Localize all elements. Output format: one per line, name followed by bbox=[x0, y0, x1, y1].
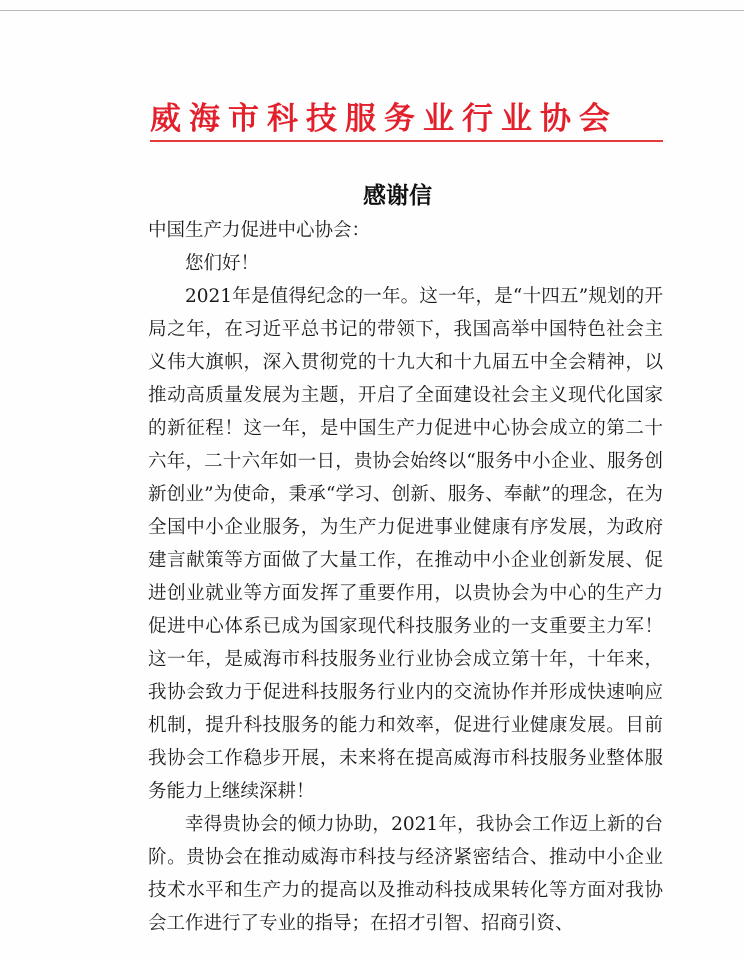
letter-title: 感谢信 bbox=[363, 182, 432, 209]
letter-salutation: 中国生产力促进中心协会： bbox=[148, 220, 371, 241]
letterhead-red-rule bbox=[150, 140, 663, 142]
letter-body bbox=[148, 214, 663, 940]
letter-greeting: 您们好！ bbox=[185, 253, 260, 274]
scan-edge-line bbox=[0, 10, 744, 11]
letter-paragraph-2: 幸得贵协会的倾力协助，2021年，我协会工作迈上新的台阶。贵协会在推动威海市科技与经济紧密结合、推动中小企业技术水平和生产力的提高以及推动科技成果转化等方面对我协会工作进行了专业的指导；在招才引智、招商引资、 bbox=[148, 814, 663, 934]
letterhead-org-name: 威海市科技服务业行业协会 bbox=[150, 101, 618, 137]
letter-paragraph-1: 2021年是值得纪念的一年。这一年，是“十四五”规划的开局之年，在习近平总书记的带领下，我国高举中国特色社会主义伟大旗帜，深入贯彻党的十九大和十九届五中全会精神，以推动高质量发展为主题，开启了全面建设社会主义现代化国家的新征程！这一年，是中国生产力促进中心协会成立的第二十六年，二十六年如一日，贵协会始终以“服务中小企业、服务创新创业”为使命，秉承“学习、创新、服务、奉献”的理念，在为全国中小企业服务，为生产力促进事业健康有序发展，为政府建言献策等方面做了大量工作，在推动中小企业创新发展、促进创业就业等方面发挥了重要作用，以贵协会为中心的生产力促进中心体系已成为国家现代科技服务业的一支重要主力军！这一年，是威海市科技服务业行业协会成立第十年，十年来，我协会致力于促进科技服务行业内的交流协作并形成快速响应机制，提升科技服务的能力和效率，促进行业健康发展。目前我协会工作稳步开展，未来将在提高威海市科技服务业整体服务能力上继续深耕！ bbox=[148, 286, 663, 802]
